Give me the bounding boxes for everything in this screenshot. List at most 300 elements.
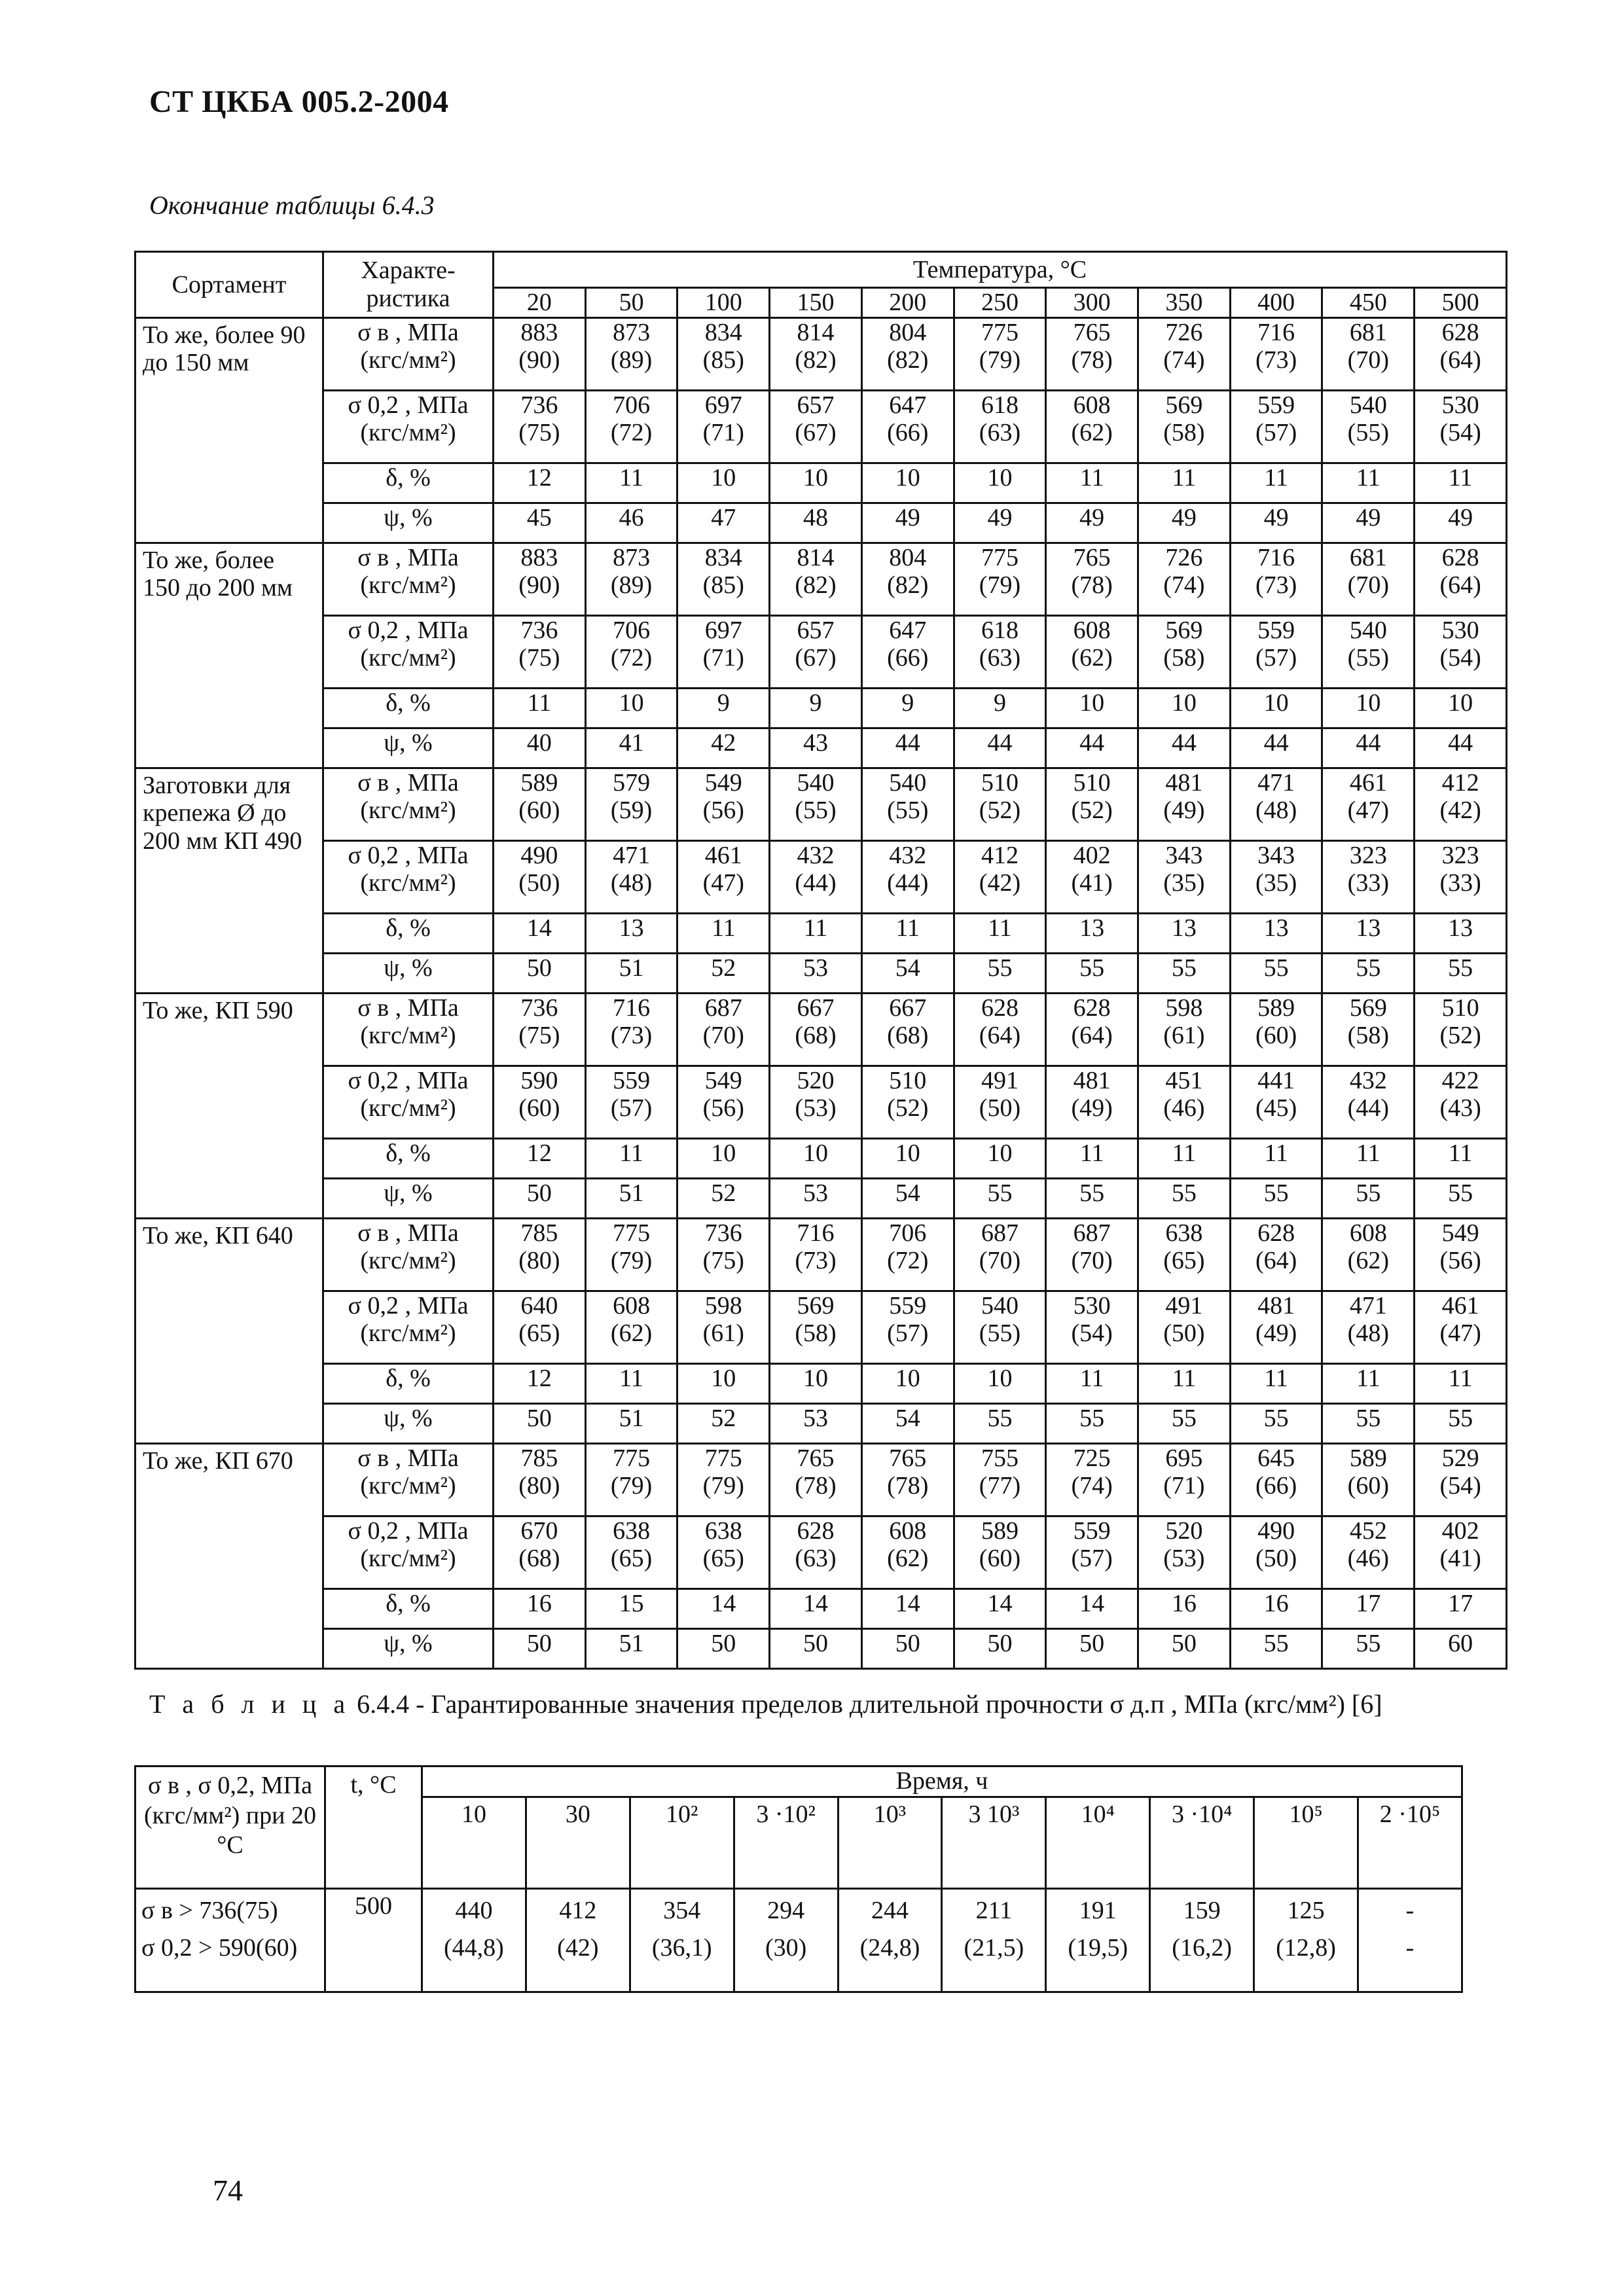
value-cell (1415, 840, 1507, 913)
value-mpa: 481 (1165, 768, 1203, 797)
value-cell (1138, 543, 1231, 615)
value-mpa: 490 (1257, 1516, 1295, 1545)
unit-label: (кгс/мм²) (360, 419, 456, 447)
elongation-cell: 10 (677, 1363, 770, 1403)
value-mpa: 618 (981, 616, 1019, 644)
value-cell (1138, 1066, 1231, 1138)
value-kgs: (73) (610, 1022, 653, 1050)
value-mpa: 490 (520, 841, 558, 869)
value-kgs: (49) (1255, 1319, 1297, 1348)
value-mpa: 725 (1073, 1444, 1111, 1472)
value-cell (770, 768, 862, 840)
value-mpa: 687 (981, 1219, 1019, 1247)
value-kgs: (52) (1439, 1022, 1481, 1050)
value-mpa: 590 (520, 1066, 558, 1094)
elongation-cell: 14 (677, 1588, 770, 1628)
elongation-cell: 11 (861, 913, 954, 953)
unit-label: (кгс/мм²) (360, 869, 456, 897)
value-kgs: (65) (610, 1545, 653, 1573)
value-kgs: (90) (518, 571, 560, 600)
elongation-cell: 10 (1415, 688, 1507, 728)
value-mpa: 706 (889, 1219, 927, 1247)
value-cell (770, 1516, 862, 1588)
value-mpa: 657 (797, 616, 835, 644)
reduction-cell: 50 (494, 1403, 586, 1443)
unit-label: (кгс/мм²) (360, 1545, 456, 1573)
time-col-header: 2 ·10⁵ (1358, 1797, 1462, 1888)
s02-label: σ 0,2 , МПа (348, 391, 469, 419)
value-cell (861, 543, 954, 615)
reduction-cell: 55 (954, 1403, 1046, 1443)
value-cell (677, 840, 770, 913)
value-mpa: 579 (613, 768, 651, 797)
value-mpa: 804 (889, 318, 927, 346)
condition-s02: σ 0,2 > 590(60) (141, 1933, 298, 1962)
condition-sv: σ в > 736(75) (141, 1896, 278, 1924)
value-cell (1046, 1218, 1138, 1291)
value-kgs: (55) (1347, 644, 1389, 672)
value-mpa: 549 (1441, 1219, 1479, 1247)
value-mpa: 598 (704, 1291, 742, 1319)
elongation-cell: 11 (770, 913, 862, 953)
value-cell (861, 1443, 954, 1516)
value-cell (585, 768, 677, 840)
value-cell (770, 1291, 862, 1363)
value-kgs: (58) (1347, 1022, 1389, 1050)
elongation-cell: 10 (770, 1363, 862, 1403)
reduction-cell: 55 (1138, 1178, 1231, 1218)
elongation-cell: 16 (494, 1588, 586, 1628)
value-cell (494, 543, 586, 615)
elongation-label: δ, % (323, 1588, 494, 1628)
value-cell (1046, 615, 1138, 688)
value-mpa: 294 (767, 1896, 805, 1924)
reduction-cell: 54 (861, 1178, 954, 1218)
elongation-cell: 16 (1230, 1588, 1322, 1628)
reduction-cell: 55 (1138, 1403, 1231, 1443)
value-mpa: 628 (1441, 318, 1479, 346)
temperature-header: Температура, °С (494, 252, 1507, 288)
value-mpa: 402 (1073, 841, 1111, 869)
reduction-cell: 44 (1322, 728, 1415, 768)
yield-strength-label (323, 1291, 494, 1363)
value-kgs: (48) (1255, 797, 1297, 825)
elongation-cell: 10 (585, 688, 677, 728)
elongation-cell: 14 (1046, 1588, 1138, 1628)
s02-label: σ 0,2 , МПа (348, 1516, 469, 1545)
value-cell (954, 1066, 1046, 1138)
value-mpa: 608 (889, 1516, 927, 1545)
elongation-cell: 11 (1138, 1363, 1231, 1403)
elongation-cell: 11 (1046, 463, 1138, 503)
elongation-cell: 13 (1046, 913, 1138, 953)
value-kgs: (57) (1071, 1545, 1113, 1573)
value-kgs: (43) (1439, 1094, 1481, 1122)
elongation-cell: 11 (1230, 1363, 1322, 1403)
elongation-cell: 17 (1415, 1588, 1507, 1628)
value-kgs: (50) (1163, 1319, 1205, 1348)
elongation-cell: 10 (954, 1363, 1046, 1403)
value-cell (1322, 768, 1415, 840)
elongation-cell: 10 (677, 1138, 770, 1178)
value-kgs: (60) (979, 1545, 1021, 1573)
value-cell (1138, 1218, 1231, 1291)
value-kgs: (56) (1439, 1247, 1481, 1275)
temperature-col-header: 500 (1415, 288, 1507, 318)
reduction-of-area-label: ψ, % (323, 1178, 494, 1218)
value-mpa: 716 (613, 994, 651, 1022)
document-code: СТ ЦКБА 005.2-2004 (149, 84, 449, 119)
elongation-cell: 11 (1046, 1138, 1138, 1178)
value-kgs: (62) (1071, 644, 1113, 672)
value-cell (1230, 1066, 1322, 1138)
temperature-col-header: 50 (585, 288, 677, 318)
unit-label: (кгс/мм²) (360, 1319, 456, 1348)
value-cell (585, 1443, 677, 1516)
tensile-strength-label (323, 1443, 494, 1516)
value-mpa: 608 (1073, 391, 1111, 419)
reduction-cell: 42 (677, 728, 770, 768)
value-mpa: 530 (1073, 1291, 1111, 1319)
reduction-cell: 55 (1415, 953, 1507, 993)
elongation-cell: 11 (1415, 463, 1507, 503)
reduction-cell: 49 (1230, 503, 1322, 543)
value-kgs: (85) (702, 346, 744, 374)
value-mpa: 510 (981, 768, 1019, 797)
value-kgs: (82) (795, 346, 837, 374)
value-mpa: 873 (613, 318, 651, 346)
value-mpa: 432 (1349, 1066, 1387, 1094)
reduction-cell: 55 (954, 1178, 1046, 1218)
value-cell (861, 1218, 954, 1291)
value-kgs: (42) (557, 1933, 599, 1962)
value-mpa: 323 (1441, 841, 1479, 869)
elongation-cell: 10 (1322, 688, 1415, 728)
sv-label: σ в , МПа (357, 994, 459, 1022)
value-cell (585, 1516, 677, 1588)
reduction-cell: 50 (677, 1628, 770, 1668)
sortament-cell: То же, более 90 до 150 мм (135, 317, 323, 543)
value-cell (1415, 1291, 1507, 1363)
value-cell (1415, 1066, 1507, 1138)
temperature-col-header: 300 (1046, 288, 1138, 318)
value-mpa: 510 (1073, 768, 1111, 797)
properties-table (134, 251, 1507, 1670)
value-kgs: (33) (1347, 869, 1389, 897)
value-cell (494, 390, 586, 463)
value-cell (1322, 1516, 1415, 1588)
reduction-cell: 49 (1138, 503, 1231, 543)
value-kgs: (78) (1071, 346, 1113, 374)
value-mpa: 608 (1073, 616, 1111, 644)
elongation-label: δ, % (323, 1138, 494, 1178)
reduction-cell: 55 (1415, 1178, 1507, 1218)
value-mpa: 775 (981, 543, 1019, 571)
value-mpa: 491 (981, 1066, 1019, 1094)
reduction-cell: 53 (770, 1178, 862, 1218)
value-mpa: 412 (1441, 768, 1479, 797)
value-kgs: (75) (518, 1022, 560, 1050)
value-mpa: 451 (1165, 1066, 1203, 1094)
reduction-cell: 55 (1230, 953, 1322, 993)
value-cell (1138, 993, 1231, 1066)
elongation-cell: 9 (677, 688, 770, 728)
value-kgs: (74) (1163, 571, 1205, 600)
value-cell (1046, 1291, 1138, 1363)
reduction-cell: 55 (1230, 1403, 1322, 1443)
value-kgs: (54) (1439, 644, 1481, 672)
time-col-header: 10⁴ (1046, 1797, 1150, 1888)
temperature-col-header: 400 (1230, 288, 1322, 318)
value-cell (954, 1516, 1046, 1588)
elongation-label: δ, % (323, 1363, 494, 1403)
unit-label: (кгс/мм²) (360, 644, 456, 672)
unit-label: (кгс/мм²) (360, 1094, 456, 1122)
value-mpa: 647 (889, 391, 927, 419)
reduction-cell: 49 (1322, 503, 1415, 543)
value-kgs: (75) (518, 644, 560, 672)
elongation-cell: 11 (585, 1138, 677, 1178)
value-mpa: 323 (1349, 841, 1387, 869)
strength-value-cell (942, 1888, 1046, 1992)
test-temperature-cell: 500 (325, 1888, 422, 1992)
value-kgs: (89) (610, 571, 653, 600)
value-mpa: 638 (704, 1516, 742, 1545)
unit-label: (кгс/мм²) (360, 1472, 456, 1500)
value-mpa: 670 (520, 1516, 558, 1545)
value-kgs: (77) (979, 1472, 1021, 1500)
elongation-cell: 10 (954, 1138, 1046, 1178)
value-mpa: 432 (889, 841, 927, 869)
time-header: Время, ч (422, 1767, 1462, 1797)
table-6-4-4-title: 6.4.4 - Гарантированные значения пределов длительной прочности σ д.п , МПа (кгс/мм²) [6] (350, 1689, 1382, 1719)
value-cell (585, 1218, 677, 1291)
value-cell (1322, 543, 1415, 615)
value-cell (1322, 993, 1415, 1066)
value-kgs: (63) (979, 419, 1021, 447)
reduction-cell: 51 (585, 1403, 677, 1443)
elongation-label: δ, % (323, 688, 494, 728)
reduction-cell: 41 (585, 728, 677, 768)
value-mpa: 687 (1073, 1219, 1111, 1247)
tensile-strength-label (323, 993, 494, 1066)
sortament-cell: То же, КП 640 (135, 1218, 323, 1443)
value-kgs: (66) (887, 644, 929, 672)
reduction-cell: 44 (1415, 728, 1507, 768)
value-cell (861, 1066, 954, 1138)
temperature-column-header: t, °С (325, 1767, 422, 1889)
elongation-cell: 9 (770, 688, 862, 728)
value-kgs: (80) (518, 1247, 560, 1275)
value-kgs: (58) (1163, 644, 1205, 672)
value-kgs: (44,8) (444, 1933, 504, 1962)
value-cell (494, 840, 586, 913)
value-cell (770, 317, 862, 390)
value-kgs: (79) (702, 1472, 744, 1500)
value-cell (585, 1066, 677, 1138)
value-kgs: (19,5) (1068, 1933, 1128, 1962)
value-mpa: 667 (889, 994, 927, 1022)
value-kgs: (57) (610, 1094, 653, 1122)
value-mpa: 461 (1349, 768, 1387, 797)
reduction-cell: 40 (494, 728, 586, 768)
value-kgs: (57) (1255, 644, 1297, 672)
value-mpa: 647 (889, 616, 927, 644)
strength-value-cell (838, 1888, 942, 1992)
value-mpa: 125 (1287, 1896, 1325, 1924)
value-cell (1322, 1291, 1415, 1363)
elongation-cell: 11 (1138, 1138, 1231, 1178)
value-cell (677, 390, 770, 463)
value-cell (1415, 768, 1507, 840)
value-kgs: (68) (795, 1022, 837, 1050)
reduction-cell: 49 (861, 503, 954, 543)
value-mpa: 559 (889, 1291, 927, 1319)
value-cell (861, 317, 954, 390)
strength-condition-cell (135, 1888, 325, 1992)
elongation-cell: 10 (861, 463, 954, 503)
elongation-cell: 13 (1138, 913, 1231, 953)
value-mpa: 834 (704, 543, 742, 571)
reduction-cell: 50 (770, 1628, 862, 1668)
reduction-cell: 54 (861, 953, 954, 993)
value-kgs: (50) (1255, 1545, 1297, 1573)
value-mpa: 559 (1073, 1516, 1111, 1545)
reduction-cell: 50 (1138, 1628, 1231, 1668)
value-kgs: (35) (1163, 869, 1205, 897)
value-kgs: (60) (518, 797, 560, 825)
value-kgs: (46) (1163, 1094, 1205, 1122)
value-kgs: (64) (979, 1022, 1021, 1050)
value-cell (1230, 1218, 1322, 1291)
value-kgs: (36,1) (651, 1933, 712, 1962)
value-mpa: 412 (981, 841, 1019, 869)
value-mpa: 638 (613, 1516, 651, 1545)
value-kgs: (68) (887, 1022, 929, 1050)
value-kgs: (47) (702, 869, 744, 897)
value-mpa: 785 (520, 1444, 558, 1472)
value-cell (494, 1066, 586, 1138)
value-mpa: 402 (1441, 1516, 1479, 1545)
value-mpa: 736 (520, 391, 558, 419)
value-kgs: (42) (979, 869, 1021, 897)
value-mpa: 814 (797, 543, 835, 571)
value-kgs: (62) (887, 1545, 929, 1573)
time-col-header: 3 ·10⁴ (1150, 1797, 1254, 1888)
value-kgs: (75) (702, 1247, 744, 1275)
value-kgs: (35) (1255, 869, 1297, 897)
time-col-header: 3 10³ (942, 1797, 1046, 1888)
value-mpa: 681 (1349, 543, 1387, 571)
value-cell (1046, 1516, 1138, 1588)
value-cell (1230, 1516, 1322, 1588)
reduction-cell: 44 (1230, 728, 1322, 768)
elongation-cell: 17 (1322, 1588, 1415, 1628)
value-kgs: (79) (979, 346, 1021, 374)
s02-label: σ 0,2 , МПа (348, 841, 469, 869)
value-mpa: 765 (1073, 318, 1111, 346)
value-mpa: 461 (704, 841, 742, 869)
reduction-cell: 52 (677, 1403, 770, 1443)
value-kgs: (78) (1071, 571, 1113, 600)
tensile-strength-label (323, 543, 494, 615)
value-kgs: (74) (1071, 1472, 1113, 1500)
reduction-cell: 55 (1046, 1178, 1138, 1218)
value-mpa: 726 (1165, 543, 1203, 571)
value-cell (1138, 1516, 1231, 1588)
long-term-strength-table (134, 1765, 1463, 1993)
value-mpa: 343 (1165, 841, 1203, 869)
temperature-col-header: 20 (494, 288, 586, 318)
value-cell (1322, 317, 1415, 390)
value-cell (1230, 317, 1322, 390)
value-mpa: 775 (704, 1444, 742, 1472)
value-cell (677, 1443, 770, 1516)
elongation-cell: 15 (585, 1588, 677, 1628)
value-kgs: (71) (1163, 1472, 1205, 1500)
s02-label: σ 0,2 , МПа (348, 616, 469, 644)
reduction-cell: 55 (1322, 1628, 1415, 1668)
value-kgs: (55) (795, 797, 837, 825)
elongation-cell: 10 (1138, 688, 1231, 728)
reduction-cell: 53 (770, 953, 862, 993)
value-mpa: 422 (1441, 1066, 1479, 1094)
value-mpa: 569 (797, 1291, 835, 1319)
reduction-cell: 55 (1230, 1628, 1322, 1668)
value-kgs: (89) (610, 346, 653, 374)
value-cell (1046, 1066, 1138, 1138)
strength-value-cell (422, 1888, 526, 1992)
value-cell (954, 1218, 1046, 1291)
temperature-col-header: 200 (861, 288, 954, 318)
tensile-strength-label (323, 768, 494, 840)
value-mpa: 589 (520, 768, 558, 797)
elongation-cell: 11 (677, 913, 770, 953)
value-kgs: (74) (1163, 346, 1205, 374)
value-cell (677, 1516, 770, 1588)
value-cell (1230, 993, 1322, 1066)
value-kgs: (64) (1255, 1247, 1297, 1275)
value-kgs: (82) (887, 571, 929, 600)
value-mpa: 471 (1349, 1291, 1387, 1319)
value-cell (954, 768, 1046, 840)
strength-value-cell (734, 1888, 838, 1992)
value-cell (1046, 768, 1138, 840)
value-kgs: (48) (610, 869, 653, 897)
value-kgs: (67) (795, 419, 837, 447)
value-kgs: (67) (795, 644, 837, 672)
value-mpa: 628 (1441, 543, 1479, 571)
value-mpa: 481 (1257, 1291, 1295, 1319)
value-kgs: (57) (1255, 419, 1297, 447)
value-cell (954, 390, 1046, 463)
value-kgs: (52) (1071, 797, 1113, 825)
value-cell (954, 543, 1046, 615)
reduction-of-area-label: ψ, % (323, 1403, 494, 1443)
s02-label: σ 0,2 , МПа (348, 1291, 469, 1319)
value-cell (861, 390, 954, 463)
reduction-cell: 44 (861, 728, 954, 768)
value-kgs: (16,2) (1172, 1933, 1233, 1962)
value-cell (861, 840, 954, 913)
value-kgs: (56) (702, 1094, 744, 1122)
temperature-col-header: 250 (954, 288, 1046, 318)
s02-label: σ 0,2 , МПа (348, 1066, 469, 1094)
elongation-cell: 13 (585, 913, 677, 953)
value-kgs: (54) (1439, 1472, 1481, 1500)
value-cell (770, 993, 862, 1066)
value-mpa: 540 (889, 768, 927, 797)
